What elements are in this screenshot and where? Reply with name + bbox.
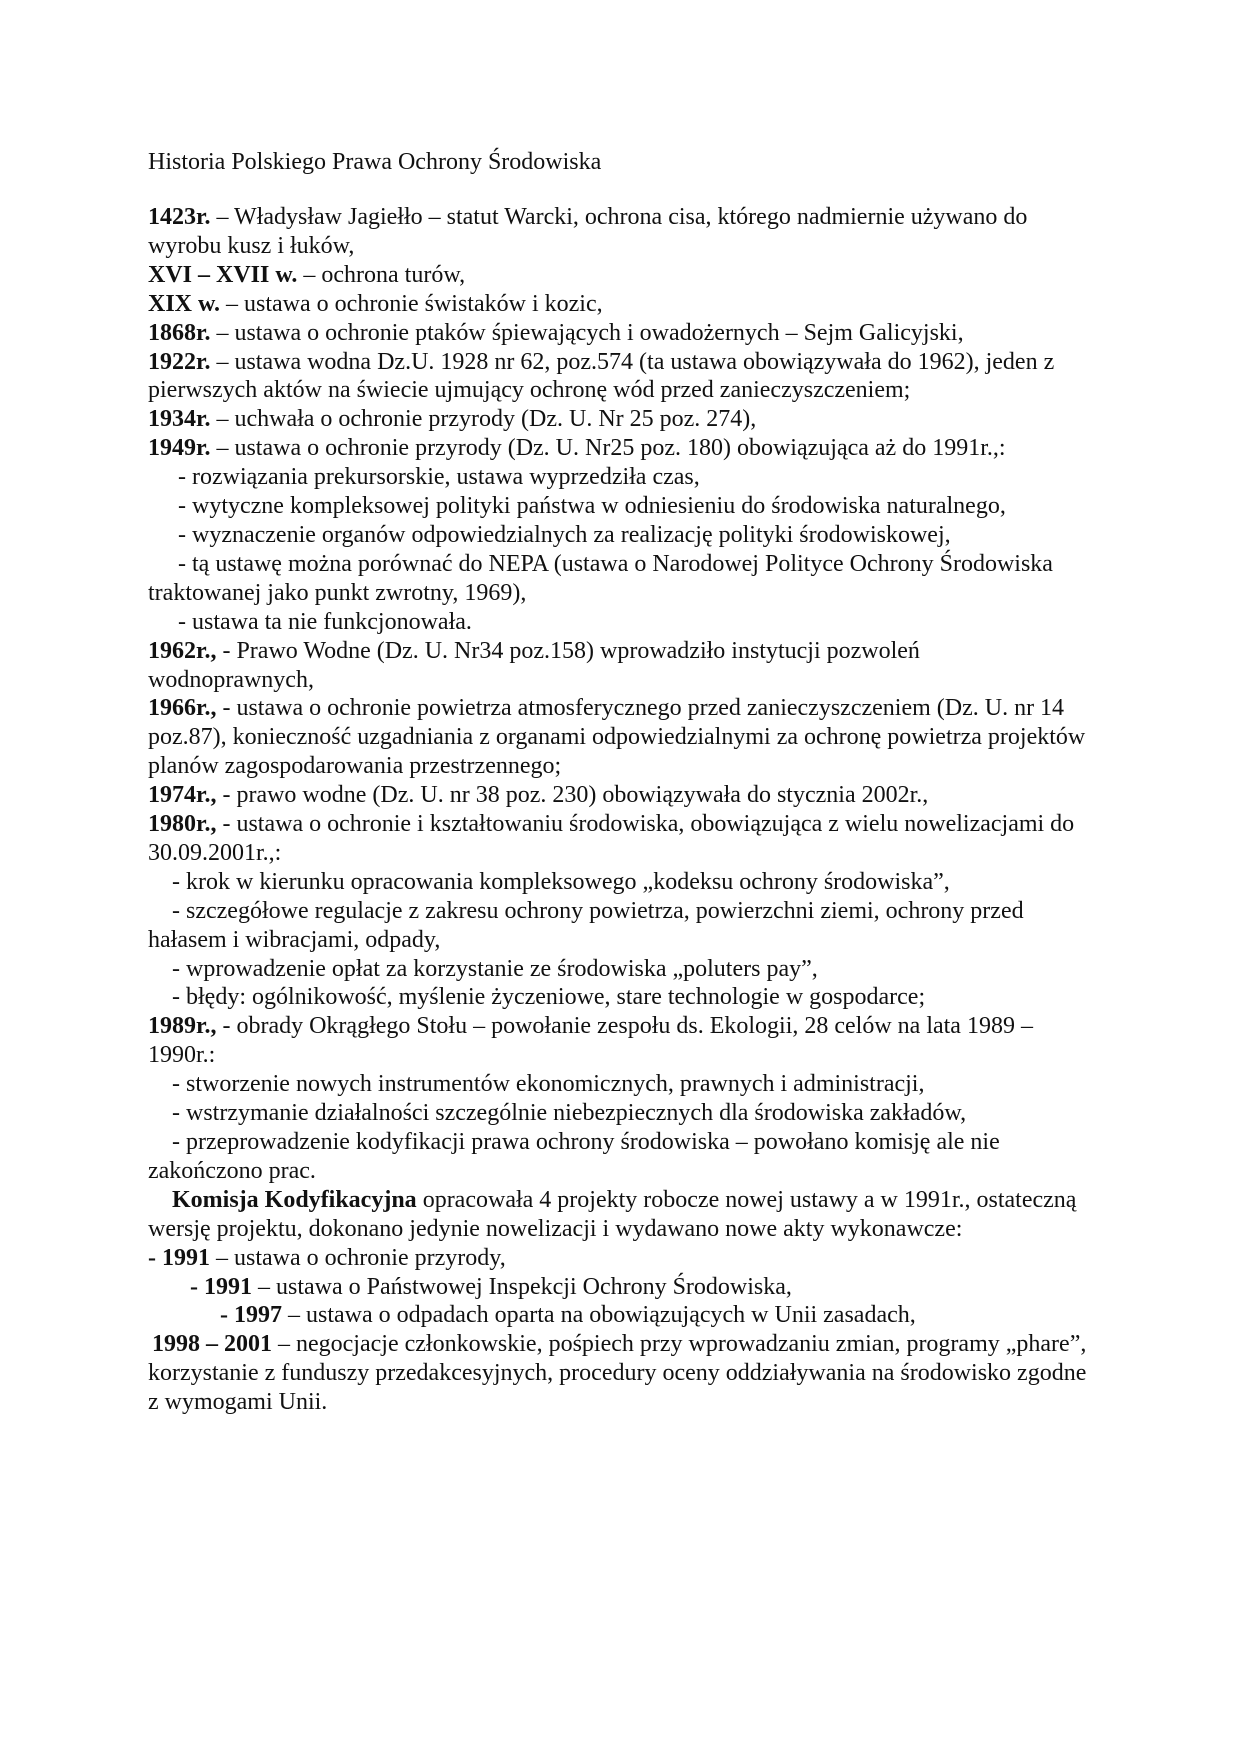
entry-text: - Prawo Wodne (Dz. U. Nr34 poz.158) wprowadziło instytucji pozwoleń wodnoprawnych, [148,637,920,693]
dash-item-1991-przyroda [148,1244,1088,1273]
document-body [148,203,1088,1417]
entry-text: – Władysław Jagiełło – statut Warcki, ochrona cisa, którego nadmiernie używano do wyrobu kusz i łuków, [148,204,1028,259]
entry-text: – ustawa o odpadach oparta na obowiązujących w Unii zasadach, [282,1302,916,1329]
bullet-item: - wstrzymanie działalności szczególnie niebezpiecznych dla środowiska zakładów, [172,1100,967,1127]
bullet-item: - szczegółowe regulacje z zakresu ochrony powietrza, powierzchni ziemi, ochrony przed hałasem i wibracjami, odpady, [148,897,1024,953]
entry-19-century [148,290,1088,319]
entry-text: – ustawa wodna Dz.U. 1928 nr 62, poz.574 (ta ustawa obowiązywała do 1962), jeden z pierwszych aktów na świecie ujmujący ochronę wód przed zanieczyszczeniem; [148,348,1055,404]
entry-1974 [148,781,1088,810]
entry-year: XVI – XVII w. [148,261,298,288]
document-title: Historia Polskiego Prawa Ochrony Środowiska [148,149,602,175]
entry-text: - ustawa o ochronie powietrza atmosferycznego przed zanieczyszczeniem (Dz. U. nr 14 poz.87), konieczność uzgadniania z organami odpowiedzialnymi za ochronę powietrza projektów planów zagospodarowania przestrzennego; [148,695,1086,780]
dash-prefix: - [220,1302,234,1329]
entry-text: - ustawa o ochronie i kształtowaniu środowiska, obowiązująca z wielu nowelizacjami do 30.09.2001r.,: [148,811,1075,866]
entry-text: – ustawa o Państwowej Inspekcji Ochrony Środowiska, [252,1273,792,1300]
entry-year: 1989r., [148,1013,217,1040]
entry-year: 1922r. [148,348,211,375]
entry-year: 1962r., [148,637,217,664]
dash-item-1991-pios [148,1273,1088,1302]
entry-komisja-kodyfikacyjna [148,1186,1088,1244]
entry-1980 [148,810,1088,868]
entry-1423 [148,203,1088,261]
entry-text: – ustawa o ochronie ptaków śpiewających i owadożernych – Sejm Galicyjski, [210,319,964,346]
entry-year: 1949r. [148,435,211,462]
entry-year: 1997 [234,1302,282,1329]
bullet-item: - wprowadzenie opłat za korzystanie ze środowiska „poluters pay”, [172,955,818,982]
bullet-item: - przeprowadzenie kodyfikacji prawa ochrony środowiska – powołano komisję ale nie zakończono prac. [148,1129,1000,1184]
bullet-item: - rozwiązania prekursorskie, ustawa wyprzedziła czas, [178,464,700,491]
entry-text: – ustawa o ochronie przyrody (Dz. U. Nr25 poz. 180) obowiązująca aż do 1991r.,: [210,435,1006,462]
entry-1868 [148,319,1088,348]
entry-text: – negocjacje członkowskie, pośpiech przy wprowadzaniu zmian, programy „phare”, korzystanie z funduszy przedakcesyjnych, procedury oceny oddziaływania na środowisko zgodne z wymogami Unii. [148,1331,1087,1416]
entry-year: 1991 [204,1273,252,1300]
bullet-item: - wytyczne kompleksowej polityki państwa w odniesieniu do środowiska naturalnego, [178,493,1006,520]
entry-year: 1991 [162,1244,210,1271]
entry-1966 [148,694,1088,781]
bullet-item: - ustawa ta nie funkcjonowała. [178,608,472,635]
entry-text: - prawo wodne (Dz. U. nr 38 poz. 230) obowiązywała do stycznia 2002r., [216,782,929,809]
dash-prefix: - [190,1273,204,1300]
entry-year: 1868r. [148,319,211,346]
entry-text: - obrady Okrągłego Stołu – powołanie zespołu ds. Ekologii, 28 celów na lata 1989 – 1990r.: [148,1013,1033,1069]
bullet-item: - stworzenie nowych instrumentów ekonomicznych, prawnych i administracji, [172,1071,925,1098]
entry-heading: Komisja Kodyfikacyjna [172,1186,417,1213]
entry-text: – ustawa o ochronie przyrody, [210,1244,506,1271]
entry-1989 [148,1012,1088,1070]
entry-1934 [148,405,1088,434]
entry-1949 [148,434,1088,463]
bullet-item: - krok w kierunku opracowania kompleksowego „kodeksu ochrony środowiska”, [172,868,950,895]
entry-year: 1966r., [148,695,217,722]
entry-text: – ochrona turów, [297,261,466,288]
bullet-item: - błędy: ogólnikowość, myślenie życzeniowe, stare technologie w gospodarce; [172,984,926,1011]
entry-1922 [148,348,1088,406]
bullet-item: - tą ustawę można porównać do NEPA (ustawa o Narodowej Polityce Ochrony Środowiska traktowanej jako punkt zwrotny, 1969), [148,550,1053,606]
entry-1998-2001 [148,1330,1088,1417]
bullet-item: - wyznaczenie organów odpowiedzialnych za realizację polityki środowiskowej, [178,521,951,548]
entry-text: – ustawa o ochronie świstaków i kozic, [220,290,603,317]
entry-1962 [148,637,1088,695]
entry-text: – uchwała o ochronie przyrody (Dz. U. Nr 25 poz. 274), [210,406,757,433]
dash-item-1997 [148,1301,1088,1330]
entry-text: opracowała 4 projekty robocze nowej ustawy a w 1991r., ostateczną wersję projektu, dokonano jedynie nowelizacji i wydawano nowe akty wykonawcze: [148,1186,1077,1242]
dash-prefix: - [148,1244,162,1271]
entry-year: XIX w. [148,290,221,317]
entry-year: 1423r. [148,204,211,230]
entry-16-17-century [148,261,1088,290]
entry-year: 1974r., [148,782,217,809]
entry-year: 1980r., [148,811,217,838]
entry-year: 1934r. [148,406,211,433]
entry-year: 1998 – 2001 [152,1331,272,1358]
